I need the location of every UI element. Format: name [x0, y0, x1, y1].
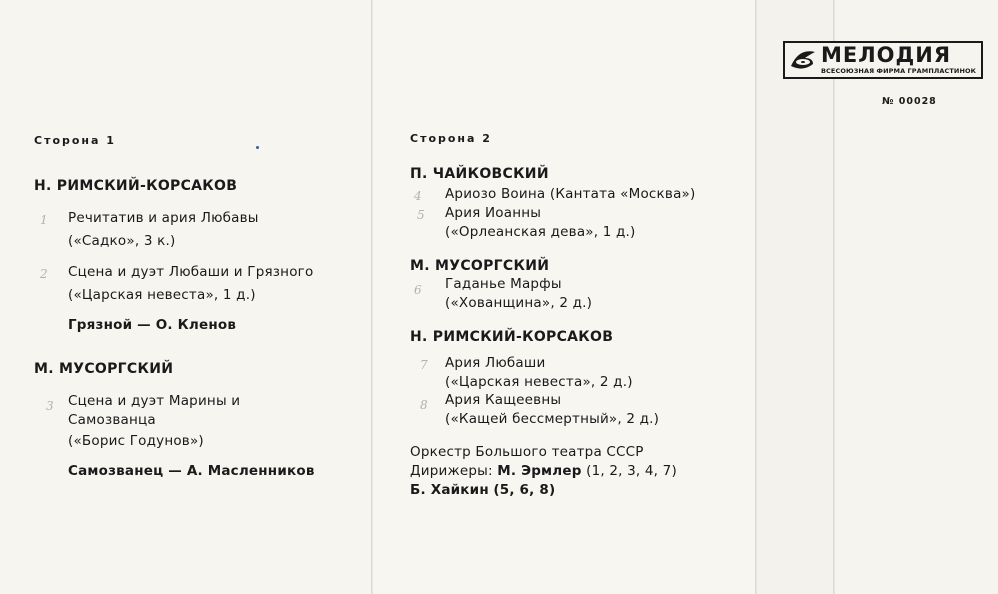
record-icon	[789, 46, 817, 74]
track-number: 6	[414, 283, 422, 297]
composer-mussorgsky: М. МУСОРГСКИЙ	[34, 361, 174, 377]
track-source: («Царская невеста», 1 д.)	[68, 287, 256, 303]
track-title: Ария Кащеевны	[445, 392, 562, 408]
performer-credit: Грязной — О. Кленов	[68, 317, 237, 333]
track-source: («Садко», 3 к.)	[68, 233, 176, 249]
conductors-line	[410, 482, 555, 498]
track-source: («Кащей бессмертный», 2 д.)	[445, 411, 660, 427]
conductor-tracks: (5, 6, 8)	[493, 482, 556, 498]
track-source: («Борис Годунов»)	[68, 433, 204, 449]
logo-subtitle: ВСЕСОЮЗНАЯ ФИРМА ГРАМПЛАСТИНОК	[821, 67, 977, 75]
conductor-tracks: (1, 2, 3, 4, 7)	[586, 463, 677, 479]
ink-speck	[256, 146, 259, 149]
track-title: Ариозо Воина (Кантата «Москва»)	[445, 186, 696, 202]
track-title: Ария Иоанны	[445, 205, 542, 221]
conductors-label: Дирижеры:	[410, 463, 493, 479]
track-source: («Царская невеста», 2 д.)	[445, 374, 633, 390]
conductors-line	[410, 463, 677, 479]
track-title: Сцена и дуэт Любаши и Грязного	[68, 264, 314, 280]
track-title: Гаданье Марфы	[445, 276, 562, 292]
composer-rimsky-korsakov: Н. РИМСКИЙ-КОРСАКОВ	[34, 178, 238, 194]
fold-line	[755, 0, 757, 594]
orchestra-credit: Оркестр Большого театра СССР	[410, 444, 644, 460]
conductor-name: Б. Хайкин	[410, 482, 489, 498]
track-number: 2	[40, 267, 48, 281]
composer-tchaikovsky: П. ЧАЙКОВСКИЙ	[410, 166, 549, 182]
composer-rimsky-korsakov: Н. РИМСКИЙ-КОРСАКОВ	[410, 329, 614, 345]
track-source: («Орлеанская дева», 1 д.)	[445, 224, 636, 240]
track-number: 7	[420, 358, 428, 372]
panel-label	[834, 0, 998, 594]
track-title: Ария Любаши	[445, 355, 546, 371]
side-1-heading: Сторона 1	[34, 134, 116, 147]
track-title: Речитатив и ария Любавы	[68, 210, 259, 226]
track-title: Сцена и дуэт Марины и	[68, 393, 241, 409]
track-number: 1	[40, 213, 48, 227]
track-number: 5	[417, 208, 425, 222]
track-title-cont: Самозванца	[68, 412, 156, 428]
panel-spine	[756, 0, 834, 594]
track-number: 8	[420, 398, 428, 412]
melodiya-logo	[783, 41, 983, 79]
side-2-heading: Сторона 2	[410, 132, 492, 145]
performer-credit: Самозванец — А. Масленников	[68, 463, 315, 479]
composer-mussorgsky: М. МУСОРГСКИЙ	[410, 258, 550, 274]
serial-number: № 00028	[882, 96, 937, 107]
logo-wordmark: МЕЛОДИЯ	[821, 43, 951, 67]
track-source: («Хованщина», 2 д.)	[445, 295, 593, 311]
track-number: 4	[414, 189, 422, 203]
track-number: 3	[46, 399, 54, 413]
fold-line	[833, 0, 835, 594]
conductor-name: М. Эрмлер	[497, 463, 582, 479]
fold-line	[371, 0, 373, 594]
